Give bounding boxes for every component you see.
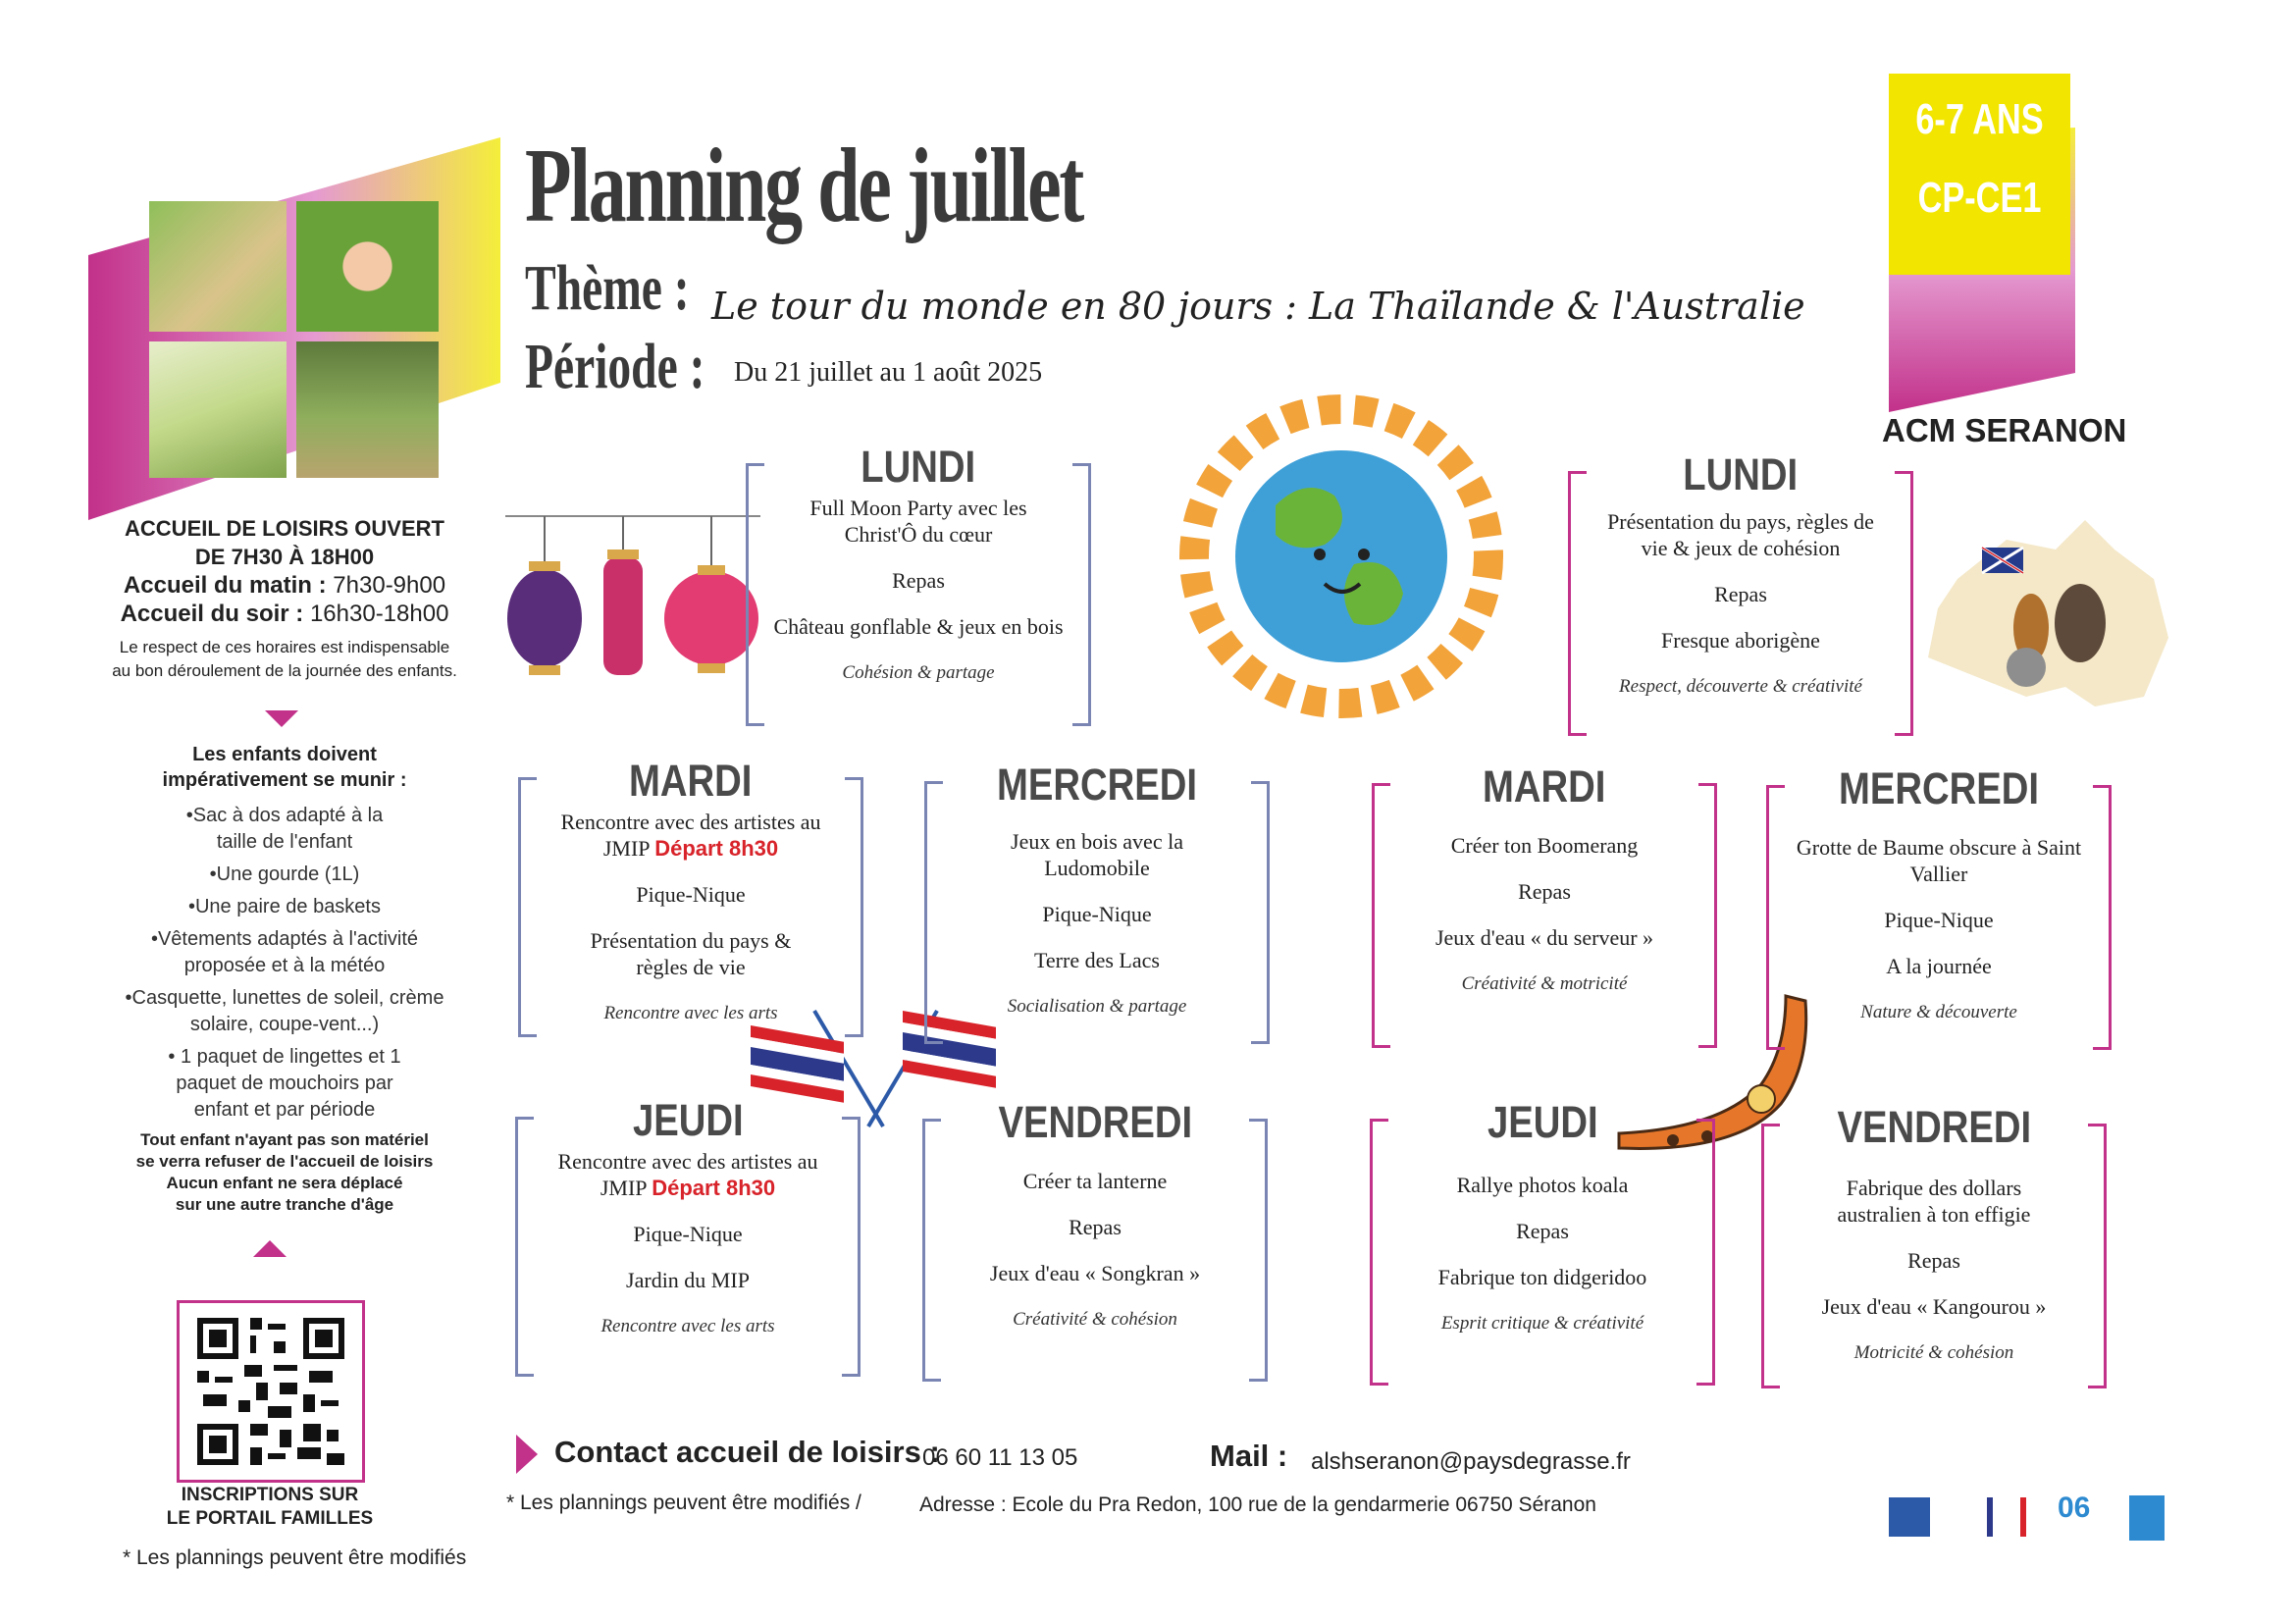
activity: Fresque aborigène bbox=[1661, 628, 1820, 653]
hours-title-2: DE 7H30 À 18H00 bbox=[194, 545, 375, 569]
equip-item: •Vêtements adaptés à l'activité proposée et à la météo bbox=[150, 928, 419, 976]
activity: Pique-Nique bbox=[1884, 908, 1994, 932]
activity-tag: Nature & découverte bbox=[1860, 1002, 2017, 1022]
hours-notice-1: Le respect de ces horaires est indispensable bbox=[119, 638, 450, 656]
partner-logos bbox=[1889, 1492, 2173, 1546]
activity-tag: Rencontre avec les arts bbox=[603, 1003, 778, 1023]
hours-notice-2: au bon déroulement de la journée des enfants. bbox=[112, 661, 457, 680]
equip-item: •Une gourde (1L) bbox=[209, 864, 360, 885]
photo-child-bubbles bbox=[149, 201, 287, 332]
australia-map-icon bbox=[1918, 510, 2178, 731]
warning-1: Tout enfant n'ayant pas son matériel bbox=[140, 1130, 429, 1149]
day-title: LUNDI bbox=[853, 442, 984, 493]
activity: Fabrique des dollars australien à ton effigie bbox=[1837, 1176, 2031, 1227]
photo-collage bbox=[149, 201, 439, 478]
activity: Fabrique ton didgeridoo bbox=[1437, 1265, 1647, 1289]
equip-title-2: impérativement se munir : bbox=[162, 769, 407, 791]
activity: Château gonflable & jeux en bois bbox=[773, 614, 1064, 639]
contact-arrow-icon bbox=[516, 1435, 538, 1474]
day-title: MERCREDI bbox=[988, 759, 1205, 811]
activity: A la journée bbox=[1886, 954, 1992, 978]
activity: Repas bbox=[892, 568, 945, 593]
activity: Présentation du pays, règles de vie & jeux de cohésion bbox=[1607, 509, 1874, 560]
theme-label: Thème : bbox=[525, 252, 690, 324]
activity-tag: Socialisation & partage bbox=[1007, 996, 1187, 1017]
equipment-list bbox=[108, 742, 461, 1216]
activity: Repas bbox=[1714, 582, 1767, 606]
equip-items bbox=[108, 803, 461, 1124]
age-badge bbox=[1889, 74, 2070, 275]
age-badge-age: 6-7 ANS bbox=[1915, 95, 2044, 143]
lanterns-illustration bbox=[505, 510, 760, 687]
photo-girl-flowers bbox=[149, 341, 287, 478]
activity bbox=[544, 809, 838, 862]
activity-tag: Créativité & cohésion bbox=[1013, 1309, 1177, 1330]
day-title: MARDI bbox=[1475, 761, 1614, 812]
qr-label bbox=[128, 1484, 412, 1531]
activity-tag: Respect, découverte & créativité bbox=[1619, 676, 1862, 697]
triangle-down-icon bbox=[265, 710, 298, 727]
globe-children-illustration bbox=[1168, 388, 1516, 726]
activity: Jeux d'eau « Songkran » bbox=[989, 1261, 1201, 1285]
week1-jeudi-box bbox=[515, 1095, 861, 1377]
morning-label: Accueil du matin : bbox=[123, 572, 327, 599]
activity-text: Rencontre avec des artistes au JMIP bbox=[557, 1149, 818, 1200]
evening-value: 16h30-18h00 bbox=[309, 601, 449, 627]
morning-value: 7h30-9h00 bbox=[333, 572, 446, 599]
equip-item: •Sac à dos adapté à la taille de l'enfant bbox=[185, 805, 384, 853]
age-badge-classes: CP-CE1 bbox=[1917, 174, 2042, 222]
week1-mardi-box bbox=[518, 756, 863, 1037]
morning-hours bbox=[88, 571, 481, 600]
activity: Créer ton Boomerang bbox=[1450, 833, 1639, 858]
equip-item: •Une paire de baskets bbox=[187, 896, 381, 917]
activity: Pique-Nique bbox=[636, 882, 746, 907]
week2-lundi-box bbox=[1568, 449, 1913, 736]
mail-label: Mail : bbox=[1210, 1439, 1288, 1473]
qr-code-frame[interactable] bbox=[177, 1300, 365, 1483]
activity: Repas bbox=[1518, 879, 1571, 904]
contact-phone[interactable]: 06 60 11 13 05 bbox=[922, 1444, 1078, 1471]
activity: Rallye photos koala bbox=[1456, 1173, 1629, 1197]
activity: Full Moon Party avec les Christ'Ô du cœur bbox=[809, 496, 1027, 547]
activity: Jeux en bois avec la Ludomobile bbox=[1011, 829, 1183, 880]
warning-3: Aucun enfant ne sera déplacé bbox=[166, 1174, 403, 1192]
day-title: LUNDI bbox=[1675, 449, 1806, 500]
warning-4: sur une autre tranche d'âge bbox=[175, 1195, 394, 1214]
qr-label-1: INSCRIPTIONS SUR bbox=[181, 1485, 359, 1505]
sidebar-modif-note: * Les plannings peuvent être modifiés bbox=[123, 1546, 467, 1569]
acm-label: ACM SERANON bbox=[1882, 412, 2127, 448]
footer-modif-note: * Les plannings peuvent être modifiés / bbox=[506, 1492, 861, 1514]
day-title: JEUDI bbox=[1479, 1097, 1606, 1148]
departure-time: Départ 8h30 bbox=[652, 1176, 776, 1200]
activity: Repas bbox=[1069, 1215, 1122, 1239]
periode-value: Du 21 juillet au 1 août 2025 bbox=[734, 357, 1043, 388]
day-title: MERCREDI bbox=[1830, 763, 2047, 814]
activity-tag: Rencontre avec les arts bbox=[600, 1316, 775, 1336]
week1-lundi-box bbox=[746, 442, 1091, 726]
opening-hours bbox=[88, 514, 481, 683]
ministere-logo bbox=[1987, 1497, 2026, 1537]
equip-item: • 1 paquet de lingettes et 1 paquet de mouchoirs par enfant et par période bbox=[168, 1046, 401, 1121]
activity: Pique-Nique bbox=[1042, 902, 1152, 926]
photo-kids-cycling bbox=[296, 341, 439, 478]
activity: Repas bbox=[1907, 1248, 1960, 1273]
activity-tag: Cohésion & partage bbox=[842, 662, 995, 683]
triangle-up-icon bbox=[253, 1240, 287, 1257]
equip-title-1: Les enfants doivent bbox=[192, 744, 377, 765]
activity: Grotte de Baume obscure à Saint Vallier bbox=[1796, 835, 2082, 886]
activity: Présentation du pays & règles de vie bbox=[590, 928, 792, 979]
qr-label-2: LE PORTAIL FAMILLES bbox=[166, 1508, 374, 1529]
week1-mercredi-box bbox=[924, 759, 1270, 1044]
activity: Jeux d'eau « Kangourou » bbox=[1821, 1294, 2047, 1319]
day-title: VENDREDI bbox=[990, 1097, 1201, 1148]
activity: Terre des Lacs bbox=[1034, 948, 1160, 972]
page-title: Planning de juillet bbox=[525, 128, 1083, 244]
qr-code-icon bbox=[197, 1318, 344, 1465]
activity: Jardin du MIP bbox=[626, 1268, 750, 1292]
week2-vendredi-box bbox=[1761, 1102, 2107, 1388]
activity-tag: Créativité & motricité bbox=[1461, 973, 1628, 994]
contact-label: Contact accueil de loisirs : bbox=[554, 1435, 940, 1469]
evening-hours bbox=[88, 600, 481, 628]
photo-children-circle bbox=[296, 201, 439, 332]
mail-value[interactable]: alshseranon@paysdegrasse.fr bbox=[1311, 1448, 1631, 1475]
activity-tag: Esprit critique & créativité bbox=[1440, 1313, 1644, 1334]
equip-item: •Casquette, lunettes de soleil, crème solaire, coupe-vent...) bbox=[125, 987, 444, 1035]
hours-title-1: ACCUEIL DE LOISIRS OUVERT bbox=[125, 516, 444, 541]
activity-text: Rencontre avec des artistes au JMIP bbox=[560, 810, 821, 861]
day-title: JEUDI bbox=[624, 1095, 752, 1146]
periode-label: Période : bbox=[525, 331, 705, 402]
activity-tag: Motricité & cohésion bbox=[1853, 1342, 2014, 1363]
departure-time: Départ 8h30 bbox=[654, 836, 779, 861]
week2-mardi-box bbox=[1372, 761, 1717, 1048]
week2-jeudi-box bbox=[1370, 1097, 1715, 1386]
departement-06-logo: 06 bbox=[2058, 1492, 2091, 1524]
week1-vendredi-box bbox=[922, 1097, 1268, 1382]
address: Adresse : Ecole du Pra Redon, 100 rue de la gendarmerie 06750 Séranon bbox=[919, 1493, 1596, 1516]
theme-value: Le tour du monde en 80 jours : La Thaïlande & l'Australie bbox=[711, 285, 1805, 328]
activity: Créer ta lanterne bbox=[1022, 1169, 1168, 1193]
week2-mercredi-box bbox=[1766, 763, 2112, 1050]
activity bbox=[541, 1148, 835, 1201]
day-title: VENDREDI bbox=[1829, 1102, 2040, 1153]
activity: Repas bbox=[1516, 1219, 1569, 1243]
evening-label: Accueil du soir : bbox=[120, 601, 304, 627]
warning-2: se verra refuser de l'accueil de loisirs bbox=[135, 1152, 434, 1171]
activity: Pique-Nique bbox=[633, 1222, 743, 1246]
msa-logo bbox=[1889, 1497, 1930, 1537]
day-title: MARDI bbox=[621, 756, 760, 807]
activity: Jeux d'eau « du serveur » bbox=[1435, 925, 1654, 950]
caf-logo bbox=[2129, 1495, 2165, 1541]
